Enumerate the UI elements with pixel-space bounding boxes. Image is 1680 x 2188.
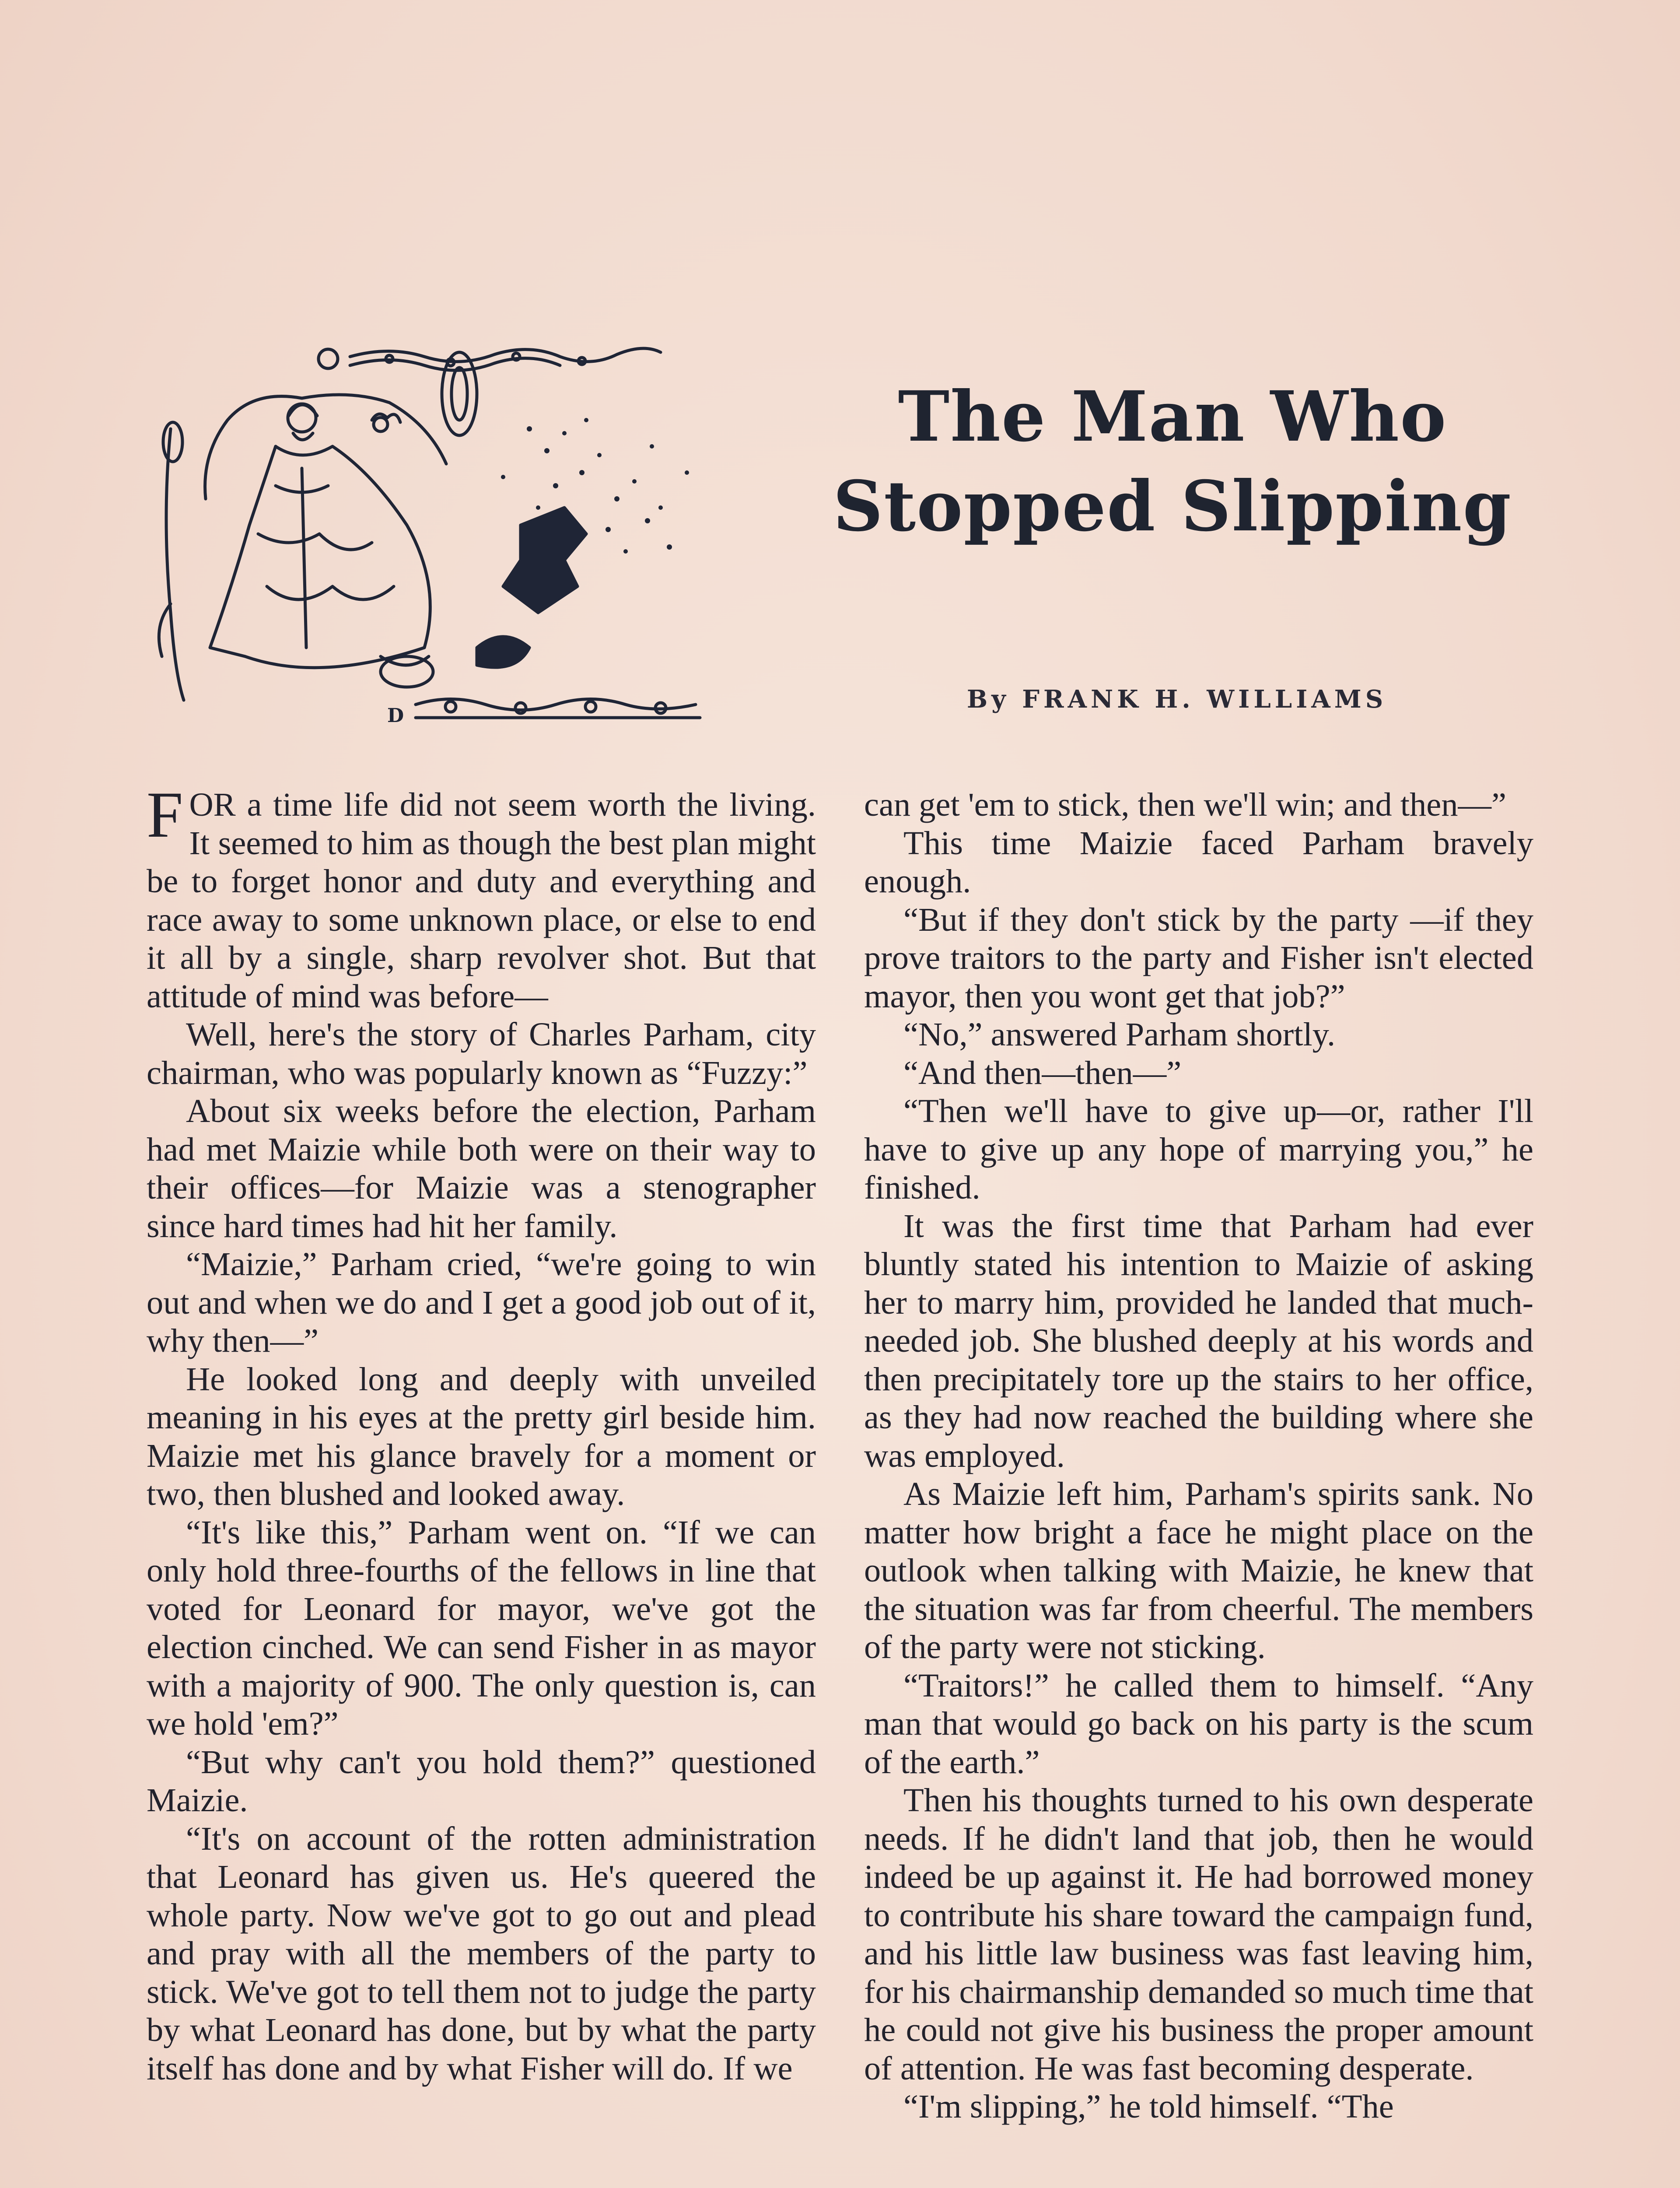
paragraph: It was the first time that Parham had ever bluntly stated his intention to Maizie of asking her to marry him, provided he landed that much-needed job. She blushed deeply at his words and then precipitately tore up the stairs to her office, as they had now reached the building where she was employed. [864,1207,1533,1474]
title-line-2: Stopped Slipping [833,466,1512,547]
paragraph [147,778,816,1015]
paragraph: About six weeks before the election, Parham had met Maizie while both were on their way to their offices—for Maizie was a stenographer since hard times had hit her family. [147,1092,816,1245]
paragraph: “Then we'll have to give up—or, rather I'll have to give up any hope of marrying you,” he finished. [864,1092,1533,1206]
paragraph: This time Maizie faced Parham bravely enough. [864,824,1533,900]
right-column [864,785,1533,2126]
paragraph: “I'm slipping,” he told himself. “The [903,2088,1394,2125]
paragraph: “But why can't you hold them?” questioned Maizie. [147,1743,816,1819]
left-column [147,778,816,2087]
title-line-1: The Man Who [898,376,1447,457]
paragraph: “Maizie,” Parham cried, “we're going to win out and when we do and I get a good job out of it, why then—” [147,1245,816,1359]
byline: By FRANK H. WILLIAMS [966,685,1387,714]
paragraph: “It's like this,” Parham went on. “If we can only hold three-fourths of the fellows in line that voted for Leonard for mayor, we've got the election cinched. We can send Fisher in as mayor with a majority of 900. The only question is, can we hold 'em?” [147,1513,816,1742]
paragraph: “Traitors!” he called them to himself. “Any man that would go back on his party is the scum of the earth.” [864,1666,1533,1781]
paragraph: “It's on account of the rotten administration that Leonard has given us. He's queered the whole party. Now we've got to go out and plead and pray with all the members of the party to stick. We've got to tell them not to judge the party by what Leonard has done, but by what the party itself has done and by what Fisher will do. If we [147,1820,816,2087]
paragraph: “And then—then—” [903,1054,1182,1091]
paragraph: “No,” answered Parham shortly. [903,1016,1336,1053]
paragraph: Well, here's the story of Charles Parham, city chairman, who was popularly known as “Fuzzy:” [147,1016,816,1091]
article-title [801,372,1544,551]
paragraph: As Maizie left him, Parham's spirits sank. No matter how bright a face he might place on the outlook when talking with Maizie, he knew that the situation was far from cheerful. The members of the party were not sticking. [864,1475,1533,1666]
paragraph: can get 'em to stick, then we'll win; and then—” [864,786,1506,823]
paragraph-text: OR a time life did not seem worth the living. It seemed to him as though the best plan might be to forget honor and duty and everything and race away to some unknown place, or else to end it all by a single, sharp revolver shot. But that attitude of mind was before— [147,786,816,1015]
paragraph: He looked long and deeply with unveiled meaning in his eyes at the pretty girl beside him. Maizie met his glance bravely for a moment or two, then blushed and looked away. [147,1360,816,1512]
illustration-signature: D [387,705,404,727]
drop-cap: F [147,778,183,851]
paragraph: “But if they don't stick by the party —if they prove traitors to the party and Fisher isn't elected mayor, then you wont get that job?” [864,901,1533,1015]
header-illustration [144,341,726,735]
paragraph: Then his thoughts turned to his own desperate needs. If he didn't land that job, then he would indeed be up against it. He had borrowed money to contribute his share toward the campaign fund, and his little law business was fast leaving him, for his chairmanship demanded so much time that he could not give his business the proper amount of attention. He was fast becoming desperate. [864,1781,1533,2087]
